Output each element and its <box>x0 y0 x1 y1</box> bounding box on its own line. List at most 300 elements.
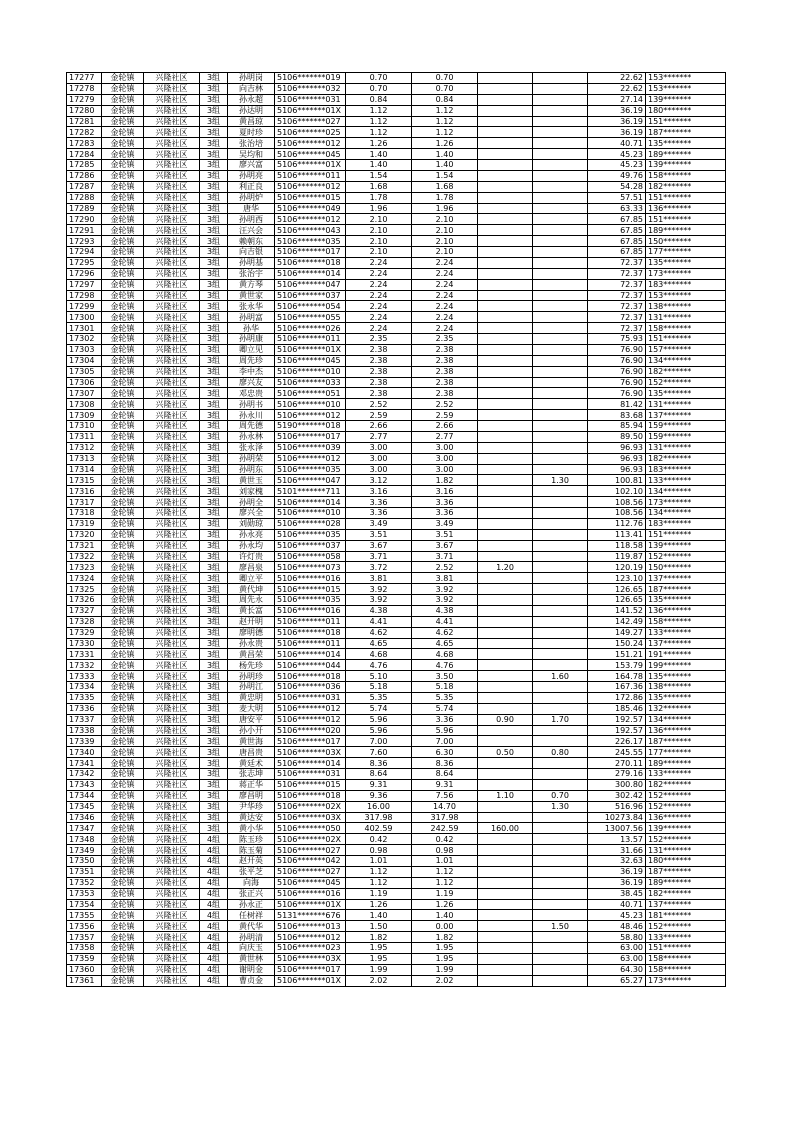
area-b-cell <box>478 605 533 616</box>
amount-cell: 96.93 <box>588 453 646 464</box>
amount-cell: 516.96 <box>588 801 646 812</box>
phone-cell: 159******* <box>646 421 726 432</box>
id-number-cell: 5106*******025 <box>275 127 346 138</box>
name-cell: 周先珍 <box>228 355 275 366</box>
phone-cell: 187******* <box>646 736 726 747</box>
town-cell: 金轮镇 <box>102 214 144 225</box>
area-a-cell: 1.40 <box>412 160 478 171</box>
community-cell: 兴隆社区 <box>144 888 200 899</box>
group-cell: 3组 <box>200 105 228 116</box>
group-cell: 3组 <box>200 595 228 606</box>
name-cell: 麦大明 <box>228 703 275 714</box>
table-row <box>67 769 726 780</box>
table-row <box>67 410 726 421</box>
seq-cell: 17285 <box>67 160 102 171</box>
group-cell: 4组 <box>200 910 228 921</box>
area-c-cell <box>533 953 588 964</box>
total-area-cell: 3.72 <box>346 562 412 573</box>
table-row <box>67 399 726 410</box>
community-cell: 兴隆社区 <box>144 214 200 225</box>
id-number-cell: 5106*******054 <box>275 301 346 312</box>
table-row <box>67 660 726 671</box>
name-cell: 张永泽 <box>228 442 275 453</box>
seq-cell: 17331 <box>67 649 102 660</box>
id-number-cell: 5106*******03X <box>275 812 346 823</box>
total-area-cell: 5.96 <box>346 714 412 725</box>
name-cell: 夏时珍 <box>228 127 275 138</box>
town-cell: 金轮镇 <box>102 964 144 975</box>
group-cell: 3组 <box>200 475 228 486</box>
table-row <box>67 551 726 562</box>
area-a-cell: 1.01 <box>412 856 478 867</box>
area-c-cell <box>533 616 588 627</box>
group-cell: 4组 <box>200 964 228 975</box>
community-cell: 兴隆社区 <box>144 584 200 595</box>
seq-cell: 17360 <box>67 964 102 975</box>
seq-cell: 17341 <box>67 758 102 769</box>
area-b-cell: 0.50 <box>478 747 533 758</box>
area-a-cell: 3.67 <box>412 540 478 551</box>
total-area-cell: 3.51 <box>346 529 412 540</box>
amount-cell: 279.16 <box>588 769 646 780</box>
area-c-cell <box>533 845 588 856</box>
total-area-cell: 1.19 <box>346 888 412 899</box>
table-row <box>67 323 726 334</box>
id-number-cell: 5106*******044 <box>275 660 346 671</box>
community-cell: 兴隆社区 <box>144 823 200 834</box>
table-row <box>67 475 726 486</box>
seq-cell: 17315 <box>67 475 102 486</box>
phone-cell: 135******* <box>646 595 726 606</box>
area-a-cell: 3.36 <box>412 714 478 725</box>
area-b-cell <box>478 344 533 355</box>
name-cell: 廖昌泉 <box>228 562 275 573</box>
amount-cell: 302.42 <box>588 790 646 801</box>
group-cell: 3组 <box>200 725 228 736</box>
area-b-cell <box>478 431 533 442</box>
phone-cell: 153******* <box>646 83 726 94</box>
area-b-cell <box>478 910 533 921</box>
amount-cell: 108.56 <box>588 497 646 508</box>
group-cell: 4组 <box>200 932 228 943</box>
seq-cell: 17327 <box>67 605 102 616</box>
community-cell: 兴隆社区 <box>144 312 200 323</box>
community-cell: 兴隆社区 <box>144 508 200 519</box>
group-cell: 3组 <box>200 508 228 519</box>
total-area-cell: 3.16 <box>346 486 412 497</box>
area-c-cell <box>533 595 588 606</box>
area-c-cell <box>533 149 588 160</box>
phone-cell: 137******* <box>646 410 726 421</box>
town-cell: 金轮镇 <box>102 856 144 867</box>
town-cell: 金轮镇 <box>102 595 144 606</box>
town-cell: 金轮镇 <box>102 551 144 562</box>
name-cell: 谢明金 <box>228 964 275 975</box>
area-a-cell: 0.42 <box>412 834 478 845</box>
town-cell: 金轮镇 <box>102 388 144 399</box>
area-a-cell: 1.40 <box>412 149 478 160</box>
area-c-cell <box>533 279 588 290</box>
name-cell: 蒋正华 <box>228 779 275 790</box>
area-c-cell <box>533 910 588 921</box>
area-b-cell <box>478 845 533 856</box>
area-c-cell <box>533 736 588 747</box>
table-row <box>67 236 726 247</box>
amount-cell: 45.23 <box>588 160 646 171</box>
area-a-cell: 5.96 <box>412 725 478 736</box>
area-a-cell: 3.00 <box>412 453 478 464</box>
table-row <box>67 214 726 225</box>
table-row <box>67 388 726 399</box>
area-c-cell <box>533 932 588 943</box>
community-cell: 兴隆社区 <box>144 921 200 932</box>
group-cell: 3组 <box>200 703 228 714</box>
amount-cell: 10273.84 <box>588 812 646 823</box>
group-cell: 3组 <box>200 181 228 192</box>
area-b-cell <box>478 421 533 432</box>
total-area-cell: 2.66 <box>346 421 412 432</box>
id-number-cell: 5106*******031 <box>275 692 346 703</box>
total-area-cell: 1.54 <box>346 170 412 181</box>
area-a-cell: 2.24 <box>412 301 478 312</box>
area-a-cell: 4.65 <box>412 638 478 649</box>
table-row <box>67 692 726 703</box>
seq-cell: 17347 <box>67 823 102 834</box>
community-cell: 兴隆社区 <box>144 899 200 910</box>
area-a-cell: 8.36 <box>412 758 478 769</box>
total-area-cell: 1.40 <box>346 910 412 921</box>
group-cell: 3组 <box>200 399 228 410</box>
phone-cell: 158******* <box>646 616 726 627</box>
community-cell: 兴隆社区 <box>144 834 200 845</box>
id-number-cell: 5106*******019 <box>275 73 346 84</box>
community-cell: 兴隆社区 <box>144 138 200 149</box>
name-cell: 利正良 <box>228 181 275 192</box>
amount-cell: 149.27 <box>588 627 646 638</box>
area-c-cell <box>533 899 588 910</box>
name-cell: 许灯贵 <box>228 551 275 562</box>
id-number-cell: 5106*******035 <box>275 236 346 247</box>
town-cell: 金轮镇 <box>102 866 144 877</box>
total-area-cell: 1.78 <box>346 192 412 203</box>
table-row <box>67 605 726 616</box>
town-cell: 金轮镇 <box>102 616 144 627</box>
group-cell: 3组 <box>200 73 228 84</box>
phone-cell: 159******* <box>646 431 726 442</box>
phone-cell: 131******* <box>646 442 726 453</box>
area-b-cell <box>478 497 533 508</box>
total-area-cell: 8.64 <box>346 769 412 780</box>
seq-cell: 17354 <box>67 899 102 910</box>
id-number-cell: 5106*******012 <box>275 453 346 464</box>
community-cell: 兴隆社区 <box>144 769 200 780</box>
table-row <box>67 138 726 149</box>
total-area-cell: 2.24 <box>346 279 412 290</box>
name-cell: 孙明江 <box>228 682 275 693</box>
area-c-cell <box>533 312 588 323</box>
area-b-cell <box>478 758 533 769</box>
area-a-cell: 14.70 <box>412 801 478 812</box>
town-cell: 金轮镇 <box>102 703 144 714</box>
amount-cell: 36.19 <box>588 877 646 888</box>
group-cell: 4组 <box>200 845 228 856</box>
amount-cell: 72.37 <box>588 323 646 334</box>
name-cell: 向海 <box>228 877 275 888</box>
amount-cell: 63.00 <box>588 943 646 954</box>
seq-cell: 17357 <box>67 932 102 943</box>
area-c-cell <box>533 660 588 671</box>
table-row <box>67 94 726 105</box>
id-number-cell: 5106*******017 <box>275 431 346 442</box>
group-cell: 3组 <box>200 758 228 769</box>
amount-cell: 245.55 <box>588 747 646 758</box>
area-b-cell <box>478 377 533 388</box>
area-a-cell: 2.35 <box>412 334 478 345</box>
area-b-cell <box>478 682 533 693</box>
town-cell: 金轮镇 <box>102 116 144 127</box>
id-number-cell: 5106*******037 <box>275 540 346 551</box>
table-row <box>67 801 726 812</box>
amount-cell: 36.19 <box>588 127 646 138</box>
town-cell: 金轮镇 <box>102 203 144 214</box>
name-cell: 黄方琴 <box>228 279 275 290</box>
town-cell: 金轮镇 <box>102 660 144 671</box>
area-b-cell <box>478 442 533 453</box>
area-a-cell: 1.78 <box>412 192 478 203</box>
area-b-cell <box>478 529 533 540</box>
phone-cell: 151******* <box>646 334 726 345</box>
town-cell: 金轮镇 <box>102 301 144 312</box>
seq-cell: 17302 <box>67 334 102 345</box>
group-cell: 3组 <box>200 518 228 529</box>
area-a-cell: 2.10 <box>412 247 478 258</box>
area-a-cell: 0.98 <box>412 845 478 856</box>
id-number-cell: 5106*******02X <box>275 801 346 812</box>
area-a-cell: 5.35 <box>412 692 478 703</box>
amount-cell: 150.24 <box>588 638 646 649</box>
area-b-cell <box>478 953 533 964</box>
name-cell: 张永华 <box>228 301 275 312</box>
town-cell: 金轮镇 <box>102 344 144 355</box>
id-number-cell: 5106*******014 <box>275 758 346 769</box>
phone-cell: 138******* <box>646 682 726 693</box>
town-cell: 金轮镇 <box>102 138 144 149</box>
seq-cell: 17297 <box>67 279 102 290</box>
town-cell: 金轮镇 <box>102 279 144 290</box>
total-area-cell: 5.96 <box>346 725 412 736</box>
amount-cell: 100.81 <box>588 475 646 486</box>
community-cell: 兴隆社区 <box>144 366 200 377</box>
area-b-cell <box>478 518 533 529</box>
area-c-cell <box>533 410 588 421</box>
community-cell: 兴隆社区 <box>144 410 200 421</box>
town-cell: 金轮镇 <box>102 257 144 268</box>
seq-cell: 17318 <box>67 508 102 519</box>
area-a-cell: 2.24 <box>412 290 478 301</box>
town-cell: 金轮镇 <box>102 442 144 453</box>
phone-cell: 173******* <box>646 268 726 279</box>
town-cell: 金轮镇 <box>102 562 144 573</box>
amount-cell: 119.87 <box>588 551 646 562</box>
area-a-cell: 317.98 <box>412 812 478 823</box>
total-area-cell: 1.26 <box>346 899 412 910</box>
table-row <box>67 573 726 584</box>
id-number-cell: 5106*******018 <box>275 790 346 801</box>
name-cell: 唐安平 <box>228 714 275 725</box>
table-row <box>67 649 726 660</box>
seq-cell: 17353 <box>67 888 102 899</box>
name-cell: 向吉银 <box>228 247 275 258</box>
amount-cell: 72.37 <box>588 290 646 301</box>
total-area-cell: 2.52 <box>346 399 412 410</box>
area-b-cell <box>478 801 533 812</box>
area-a-cell: 7.56 <box>412 790 478 801</box>
group-cell: 3组 <box>200 236 228 247</box>
name-cell: 孙永超 <box>228 94 275 105</box>
area-b-cell <box>478 834 533 845</box>
town-cell: 金轮镇 <box>102 649 144 660</box>
total-area-cell: 3.36 <box>346 497 412 508</box>
table-row <box>67 910 726 921</box>
area-b-cell: 1.10 <box>478 790 533 801</box>
area-a-cell: 2.10 <box>412 225 478 236</box>
amount-cell: 40.71 <box>588 899 646 910</box>
name-cell: 邓忠贵 <box>228 388 275 399</box>
area-b-cell <box>478 736 533 747</box>
phone-cell: 151******* <box>646 529 726 540</box>
area-a-cell: 7.00 <box>412 736 478 747</box>
phone-cell: 135******* <box>646 671 726 682</box>
area-b-cell <box>478 486 533 497</box>
id-number-cell: 5101*******711 <box>275 486 346 497</box>
area-a-cell: 5.74 <box>412 703 478 714</box>
group-cell: 3组 <box>200 442 228 453</box>
area-a-cell: 0.70 <box>412 73 478 84</box>
amount-cell: 76.90 <box>588 388 646 399</box>
area-a-cell: 4.76 <box>412 660 478 671</box>
table-row <box>67 627 726 638</box>
phone-cell: 177******* <box>646 747 726 758</box>
seq-cell: 17356 <box>67 921 102 932</box>
area-c-cell <box>533 301 588 312</box>
town-cell: 金轮镇 <box>102 627 144 638</box>
phone-cell: 151******* <box>646 943 726 954</box>
area-b-cell <box>478 73 533 84</box>
id-number-cell: 5106*******012 <box>275 410 346 421</box>
phone-cell: 136******* <box>646 812 726 823</box>
name-cell: 孙永均 <box>228 540 275 551</box>
total-area-cell: 2.38 <box>346 366 412 377</box>
area-a-cell: 2.52 <box>412 562 478 573</box>
area-a-cell: 5.18 <box>412 682 478 693</box>
group-cell: 3组 <box>200 616 228 627</box>
community-cell: 兴隆社区 <box>144 149 200 160</box>
name-cell: 孙明东 <box>228 464 275 475</box>
amount-cell: 164.78 <box>588 671 646 682</box>
name-cell: 黄世玉 <box>228 475 275 486</box>
town-cell: 金轮镇 <box>102 73 144 84</box>
amount-cell: 83.68 <box>588 410 646 421</box>
area-b-cell: 1.20 <box>478 562 533 573</box>
phone-cell: 152******* <box>646 551 726 562</box>
group-cell: 3组 <box>200 94 228 105</box>
area-c-cell: 0.70 <box>533 790 588 801</box>
id-number-cell: 5106*******026 <box>275 323 346 334</box>
total-area-cell: 3.92 <box>346 584 412 595</box>
amount-cell: 102.10 <box>588 486 646 497</box>
table-row <box>67 866 726 877</box>
community-cell: 兴隆社区 <box>144 388 200 399</box>
id-number-cell: 5106*******011 <box>275 170 346 181</box>
table-row <box>67 192 726 203</box>
area-b-cell <box>478 334 533 345</box>
seq-cell: 17308 <box>67 399 102 410</box>
id-number-cell: 5106*******047 <box>275 279 346 290</box>
table-row <box>67 366 726 377</box>
total-area-cell: 0.98 <box>346 845 412 856</box>
name-cell: 黄世家 <box>228 290 275 301</box>
group-cell: 3组 <box>200 584 228 595</box>
name-cell: 赖朝东 <box>228 236 275 247</box>
seq-cell: 17332 <box>67 660 102 671</box>
amount-cell: 64.30 <box>588 964 646 975</box>
area-b-cell <box>478 181 533 192</box>
community-cell: 兴隆社区 <box>144 94 200 105</box>
id-number-cell: 5106*******011 <box>275 334 346 345</box>
amount-cell: 76.90 <box>588 355 646 366</box>
area-a-cell: 2.66 <box>412 421 478 432</box>
total-area-cell: 16.00 <box>346 801 412 812</box>
table-row <box>67 747 726 758</box>
community-cell: 兴隆社区 <box>144 442 200 453</box>
area-c-cell <box>533 334 588 345</box>
id-number-cell: 5106*******012 <box>275 714 346 725</box>
phone-cell: 139******* <box>646 160 726 171</box>
town-cell: 金轮镇 <box>102 736 144 747</box>
group-cell: 3组 <box>200 290 228 301</box>
phone-cell: 199******* <box>646 660 726 671</box>
community-cell: 兴隆社区 <box>144 203 200 214</box>
town-cell: 金轮镇 <box>102 518 144 529</box>
town-cell: 金轮镇 <box>102 975 144 986</box>
area-c-cell <box>533 421 588 432</box>
amount-cell: 48.46 <box>588 921 646 932</box>
area-b-cell <box>478 964 533 975</box>
area-c-cell: 1.30 <box>533 475 588 486</box>
area-c-cell <box>533 170 588 181</box>
name-cell: 孙永川 <box>228 410 275 421</box>
phone-cell: 133******* <box>646 932 726 943</box>
amount-cell: 270.11 <box>588 758 646 769</box>
amount-cell: 96.93 <box>588 442 646 453</box>
table-row <box>67 616 726 627</box>
area-c-cell <box>533 355 588 366</box>
amount-cell: 31.66 <box>588 845 646 856</box>
area-b-cell <box>478 540 533 551</box>
area-b-cell <box>478 399 533 410</box>
area-a-cell: 0.70 <box>412 83 478 94</box>
id-number-cell: 5106*******010 <box>275 366 346 377</box>
amount-cell: 49.76 <box>588 170 646 181</box>
group-cell: 3组 <box>200 344 228 355</box>
town-cell: 金轮镇 <box>102 94 144 105</box>
area-b-cell <box>478 975 533 986</box>
name-cell: 张志坤 <box>228 769 275 780</box>
name-cell: 黄小华 <box>228 823 275 834</box>
area-b-cell <box>478 888 533 899</box>
community-cell: 兴隆社区 <box>144 758 200 769</box>
phone-cell: 158******* <box>646 953 726 964</box>
